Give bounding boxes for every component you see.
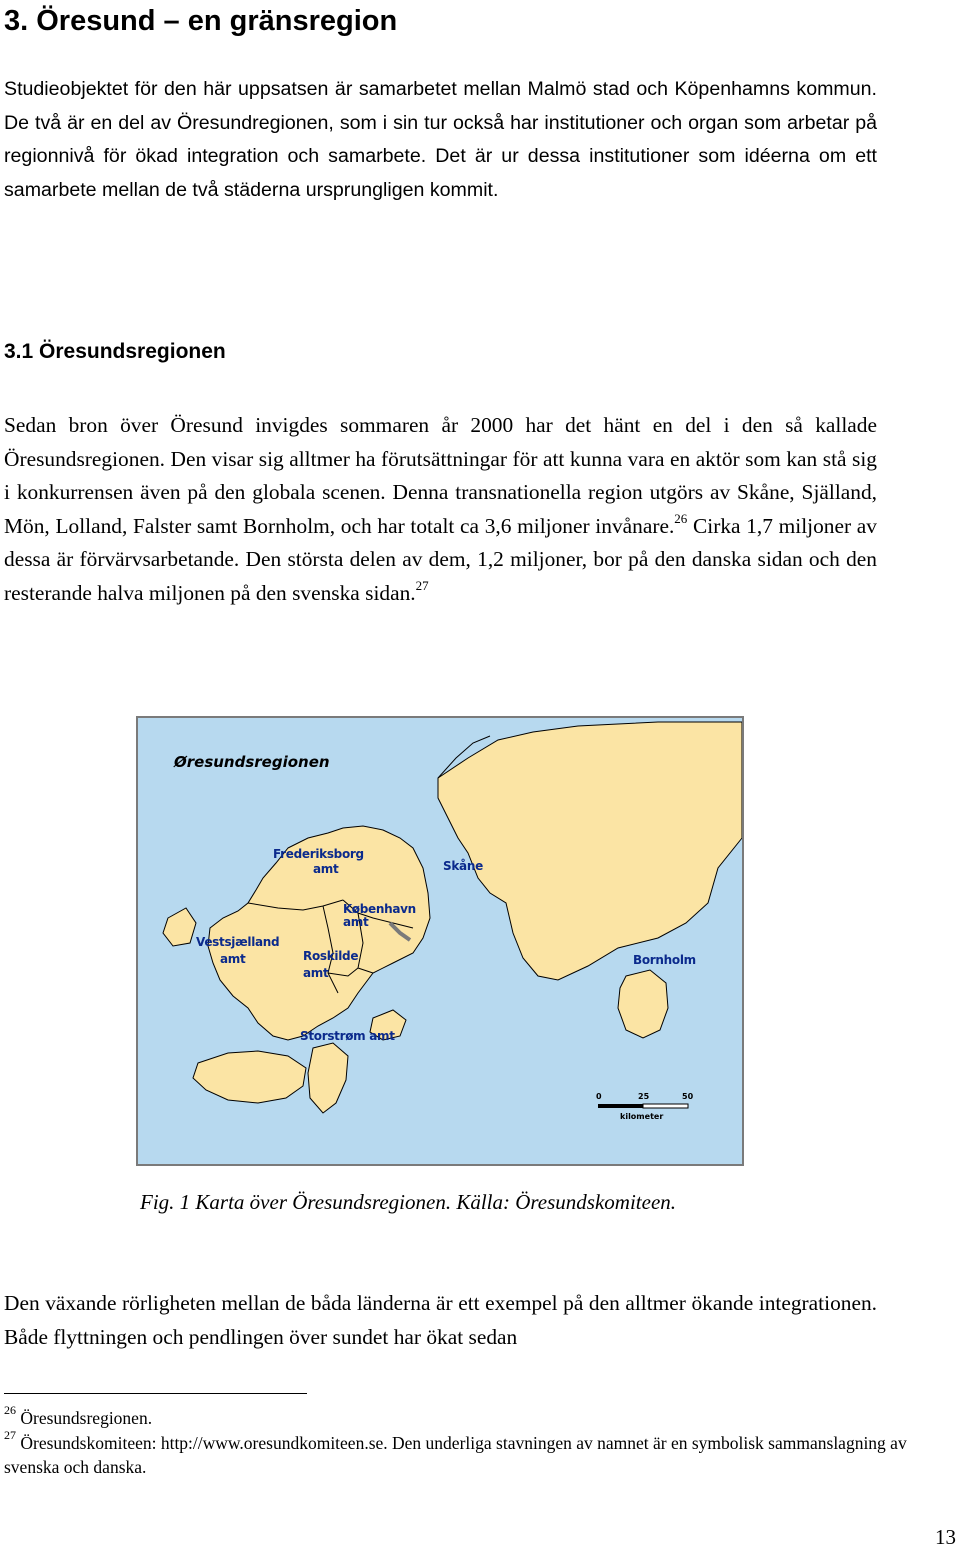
page-number: 13 bbox=[935, 1525, 956, 1549]
section-paragraph-text-2: Cirka 1,7 miljoner av dessa är förvärvsarbetande. Den största delen av dem, 1,2 miljoner, bor på den danska sidan och den resterande halva miljonen på den svenska sidan. bbox=[4, 513, 877, 605]
section-paragraph-text-1: Sedan bron över Öresund invigdes sommaren år 2000 har det hänt en del i den så kallade Öresundsregionen. Den visar sig alltmer ha förutsättningar för att kunna vara en aktör som kan stå sig i konkurrensen även på den globala scenen. Denna transnationella region utgörs av Skåne, Själland, Mön, Lolland, Falster samt Bornholm, och har totalt ca 3,6 miljoner invånare. bbox=[4, 413, 877, 538]
footnote-number: 26 bbox=[4, 1403, 16, 1418]
footnote-26 bbox=[4, 1403, 934, 1430]
footnote-text: Öresundsregionen. bbox=[20, 1408, 153, 1428]
map-label-roskilde-amt: amt bbox=[303, 966, 329, 980]
footnote-number: 27 bbox=[4, 1428, 16, 1443]
figure-caption: Fig. 1 Karta över Öresundsregionen. Källa: Öresundskomiteen. bbox=[140, 1190, 677, 1214]
scale-tick-25: 25 bbox=[638, 1092, 650, 1101]
map-title: Øresundsregionen bbox=[174, 753, 330, 771]
map-figure bbox=[136, 716, 744, 1166]
intro-paragraph: Studieobjektet för den här uppsatsen är samarbetet mellan Malmö stad och Köpenhamns kommun. De två är en del av Öresundregionen, som i sin tur också har institutioner och organ som arbetar på regionnivå för ökad integration och samarbete. Det är ur dessa institutioner som idéerna om ett samarbete mellan de två städerna ursprungligen kommit. bbox=[4, 78, 877, 201]
closing-paragraph: Den växande rörligheten mellan de båda länderna är ett exempel på den alltmer ökande integrationen. Både flyttningen och pendlingen över sundet har ökat sedan bbox=[4, 1291, 877, 1349]
map-label-frederiksborg: Frederiksborg bbox=[273, 847, 364, 861]
oresund-map bbox=[138, 718, 742, 1164]
map-label-kobenhavn: København bbox=[343, 902, 416, 916]
map-label-kobenhavn-amt: amt bbox=[343, 915, 369, 929]
map-label-roskilde: Roskilde bbox=[303, 949, 359, 963]
section-paragraph bbox=[4, 409, 877, 611]
map-label-bornholm: Bornholm bbox=[633, 953, 696, 967]
footnote-ref-26[interactable]: 26 bbox=[674, 510, 688, 526]
footnote-27 bbox=[4, 1428, 934, 1479]
map-label-skane: Skåne bbox=[443, 859, 483, 873]
map-label-vestsjaelland: Vestsjælland bbox=[196, 935, 280, 949]
scale-unit: kilometer bbox=[620, 1112, 664, 1121]
chapter-heading: 3. Öresund – en gränsregion bbox=[4, 5, 398, 37]
map-label-storstrom: Storstrøm amt bbox=[300, 1029, 395, 1043]
scale-tick-0: 0 bbox=[596, 1092, 602, 1101]
footnote-text: Öresundskomiteen: http://www.oresundkomiteen.se. Den underliga stavningen av namnet är en symbolisk sammanslagning av svenska och danska. bbox=[4, 1433, 907, 1477]
scale-tick-50: 50 bbox=[682, 1092, 694, 1101]
map-label-frederiksborg-amt: amt bbox=[313, 862, 339, 876]
map-label-vestsjaelland-amt: amt bbox=[220, 952, 246, 966]
map-bornholm bbox=[618, 970, 668, 1038]
section-heading: 3.1 Öresundsregionen bbox=[4, 340, 226, 363]
footnote-divider bbox=[4, 1393, 307, 1394]
footnote-ref-27[interactable]: 27 bbox=[415, 577, 429, 593]
